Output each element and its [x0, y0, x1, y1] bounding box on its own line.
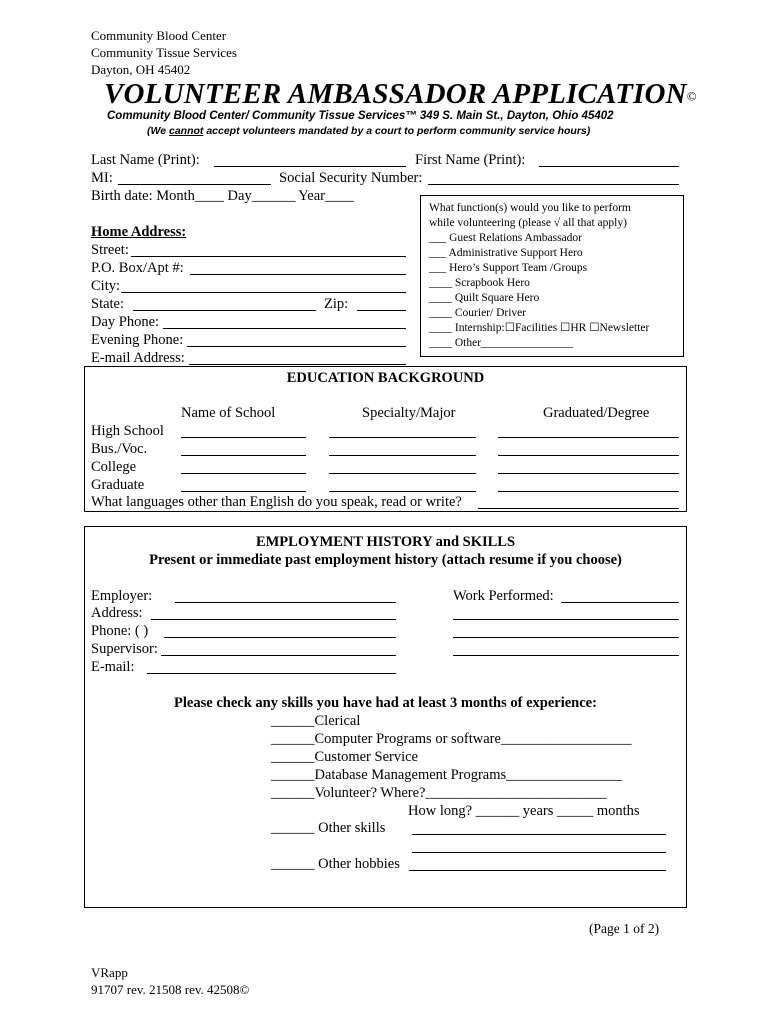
last-name-field[interactable] — [214, 152, 406, 167]
bus-voc-specialty-field[interactable] — [329, 441, 476, 456]
mi-label: MI: — [91, 170, 113, 186]
form-code: VRapp — [91, 965, 128, 980]
city-field[interactable] — [121, 278, 406, 293]
work-performed-field-4[interactable] — [453, 641, 679, 656]
skill-computer-programs[interactable]: ______Computer Programs or software__________________ — [271, 731, 632, 747]
org-name-tissue-services: Community Tissue Services — [91, 45, 237, 60]
revision-code: 91707 rev. 21508 rev. 42508© — [91, 982, 250, 997]
education-title: EDUCATION BACKGROUND — [286, 370, 485, 386]
court-notice-post: accept volunteers mandated by a court to perform community service hours) — [203, 125, 591, 137]
email-label: E-mail Address: — [91, 350, 185, 366]
day-phone-field[interactable] — [163, 314, 406, 329]
volunteer-how-long[interactable]: How long? ______ years _____ months — [408, 803, 640, 819]
ssn-label: Social Security Number: — [279, 170, 423, 186]
day-phone-label: Day Phone: — [91, 314, 160, 330]
skill-clerical[interactable]: ______Clerical — [271, 713, 361, 729]
function-option-support-team[interactable]: ___ Hero’s Support Team /Groups — [429, 262, 588, 274]
page-number: (Page 1 of 2) — [589, 921, 660, 936]
skill-database-management[interactable]: ______Database Management Programs________________ — [271, 767, 623, 783]
education-col-specialty: Specialty/Major — [362, 405, 456, 421]
form-subtitle: Community Blood Center/ Community Tissue Services™ 349 S. Main St., Dayton, Ohio 45402 — [107, 110, 614, 122]
org-city: Dayton, OH 45402 — [91, 62, 191, 77]
skill-customer-service[interactable]: ______Customer Service — [271, 749, 418, 765]
work-performed-field-3[interactable] — [453, 623, 679, 638]
other-skills-label[interactable]: ______ Other skills — [271, 820, 386, 836]
education-col-school: Name of School — [181, 405, 276, 421]
skill-volunteer[interactable]: ______Volunteer? Where?_________________________ — [271, 785, 607, 801]
po-box-field[interactable] — [190, 260, 406, 275]
volunteer-functions-box — [420, 195, 684, 357]
graduate-name-field[interactable] — [181, 477, 306, 492]
court-notice-emphasis: cannot — [168, 125, 204, 137]
education-row-bus-voc: Bus./Voc. — [91, 441, 148, 457]
education-row-graduate: Graduate — [91, 477, 145, 493]
court-notice — [147, 125, 590, 137]
state-field[interactable] — [133, 296, 316, 311]
supervisor-label: Supervisor: — [91, 641, 158, 657]
college-name-field[interactable] — [181, 459, 306, 474]
education-col-graduated: Graduated/Degree — [543, 405, 650, 421]
skills-heading: Please check any skills you have had at least 3 months of experience: — [174, 695, 597, 711]
copyright-mark: © — [686, 88, 697, 104]
functions-heading-line1: What function(s) would you like to perform — [429, 202, 631, 214]
mi-field[interactable] — [118, 170, 271, 185]
street-label: Street: — [91, 242, 129, 258]
graduate-degree-field[interactable] — [498, 477, 679, 492]
supervisor-field[interactable] — [161, 641, 396, 656]
function-option-other[interactable]: ____ Other________________ — [429, 337, 574, 349]
high-school-degree-field[interactable] — [498, 423, 679, 438]
court-notice-pre: (We — [147, 125, 169, 137]
employer-phone-label: Phone: ( ) — [91, 623, 149, 639]
work-performed-field-1[interactable] — [561, 588, 679, 603]
bus-voc-degree-field[interactable] — [498, 441, 679, 456]
employer-email-field[interactable] — [147, 659, 396, 674]
function-option-scrapbook[interactable]: ____ Scrapbook Hero — [429, 277, 530, 289]
education-row-college: College — [91, 459, 137, 475]
languages-field[interactable] — [478, 494, 679, 509]
employment-title: EMPLOYMENT HISTORY and SKILLS — [255, 534, 516, 550]
first-name-field[interactable] — [539, 152, 679, 167]
last-name-label: Last Name (Print): — [91, 152, 200, 168]
high-school-specialty-field[interactable] — [329, 423, 476, 438]
high-school-name-field[interactable] — [181, 423, 306, 438]
ssn-field[interactable] — [428, 170, 679, 185]
other-skills-field-2[interactable] — [412, 838, 666, 853]
form-title-text: VOLUNTEER AMBASSADOR APPLICATION — [104, 78, 687, 110]
home-address-heading: Home Address: — [91, 224, 187, 240]
bus-voc-name-field[interactable] — [181, 441, 306, 456]
zip-field[interactable] — [357, 296, 406, 311]
form-title — [104, 78, 697, 111]
college-degree-field[interactable] — [498, 459, 679, 474]
employer-address-field[interactable] — [151, 605, 396, 620]
function-option-quilt-square[interactable]: ____ Quilt Square Hero — [429, 292, 540, 304]
employer-email-label: E-mail: — [91, 659, 135, 675]
zip-label: Zip: — [324, 296, 349, 312]
street-field[interactable] — [131, 242, 406, 257]
other-hobbies-field[interactable] — [409, 856, 666, 871]
employer-label: Employer: — [91, 588, 153, 604]
first-name-label: First Name (Print): — [415, 152, 526, 168]
employer-address-label: Address: — [91, 605, 143, 621]
org-name-blood-center: Community Blood Center — [91, 28, 227, 43]
other-hobbies-label[interactable]: ______ Other hobbies — [271, 856, 400, 872]
email-field[interactable] — [189, 350, 406, 365]
functions-heading-line2: while volunteering (please √ all that apply) — [429, 217, 627, 229]
function-option-admin-support[interactable]: ___ Administrative Support Hero — [429, 247, 583, 259]
state-label: State: — [91, 296, 125, 312]
employer-phone-field[interactable] — [164, 623, 396, 638]
evening-phone-field[interactable] — [187, 332, 406, 347]
other-skills-field-1[interactable] — [412, 820, 666, 835]
function-option-courier[interactable]: ____ Courier/ Driver — [429, 307, 527, 319]
education-row-high-school: High School — [91, 423, 164, 439]
graduate-specialty-field[interactable] — [329, 477, 476, 492]
college-specialty-field[interactable] — [329, 459, 476, 474]
city-label: City: — [91, 278, 121, 294]
function-option-guest-relations[interactable]: ___ Guest Relations Ambassador — [429, 232, 582, 244]
po-box-label: P.O. Box/Apt #: — [91, 260, 184, 276]
employment-subtitle: Present or immediate past employment history (attach resume if you choose) — [149, 552, 622, 568]
work-performed-label: Work Performed: — [453, 588, 554, 604]
employer-field[interactable] — [175, 588, 396, 603]
function-option-internship[interactable]: ____ Internship:☐Facilities ☐HR ☐Newsletter — [429, 322, 650, 334]
languages-label: What languages other than English do you speak, read or write? — [91, 494, 462, 510]
evening-phone-label: Evening Phone: — [91, 332, 184, 348]
birth-date-label: Birth date: Month____ Day______ Year____ — [91, 188, 354, 204]
work-performed-field-2[interactable] — [453, 605, 679, 620]
